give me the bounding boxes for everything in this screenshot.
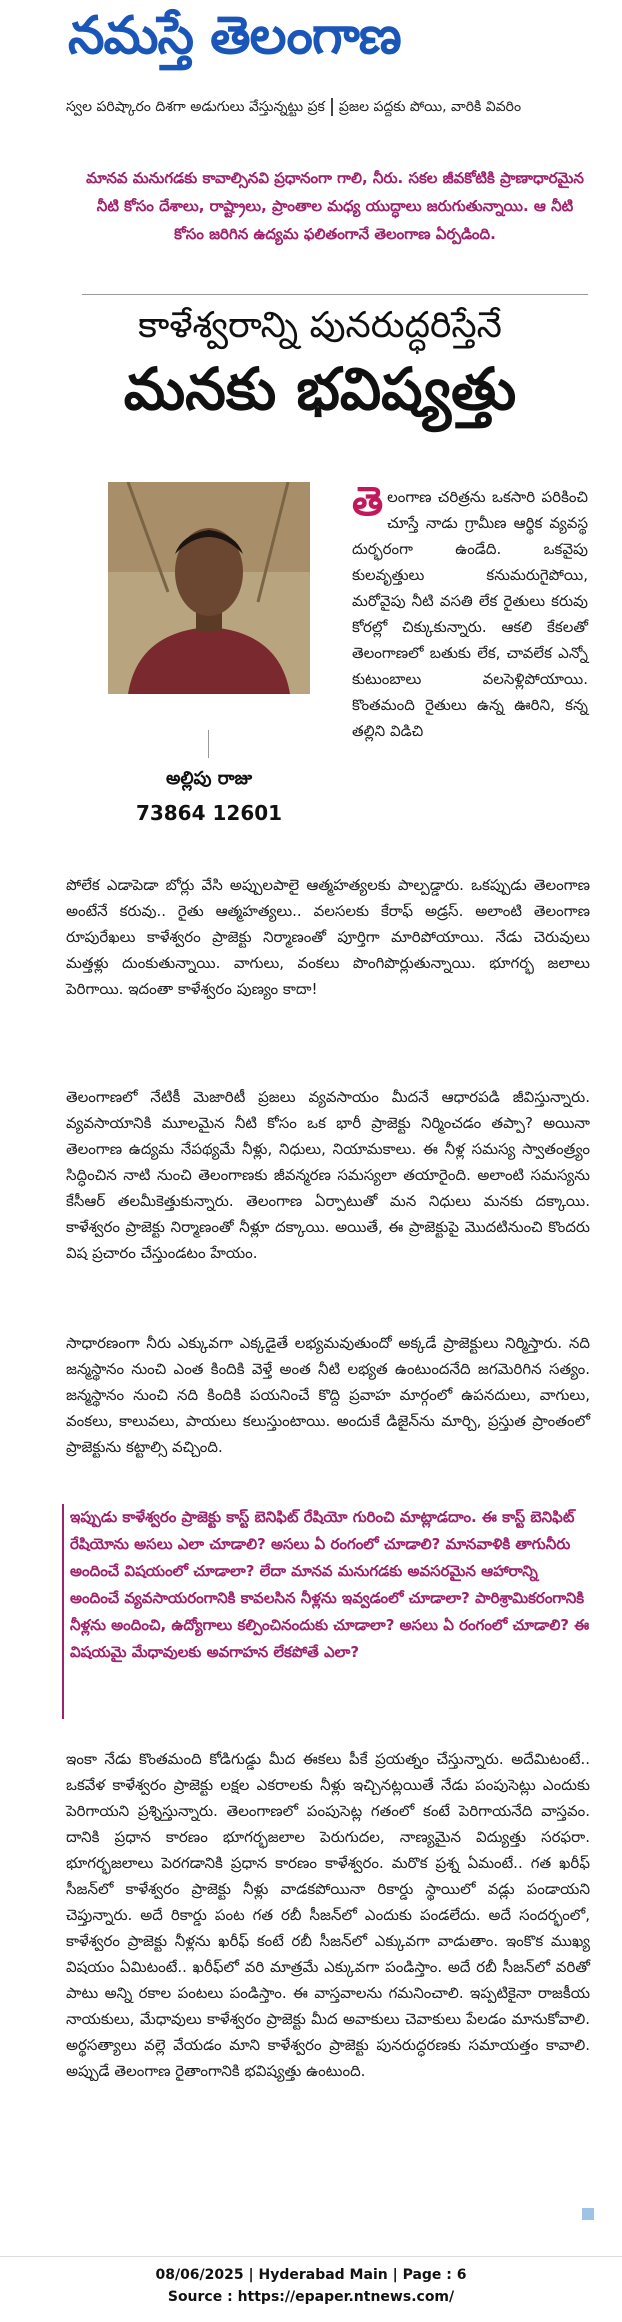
footer-source[interactable]: Source : https://epaper.ntnews.com/ (167, 2289, 455, 2305)
pullquote-rule (62, 1504, 64, 1719)
footer-edition-info: 08/06/2025 | Hyderabad Main | Page : 6 (155, 2267, 467, 2283)
headline-line-1: కాళేశ్వరాన్ని పునరుద్ధరిస్తేనే (138, 305, 502, 346)
author-name: అల్లిపు రాజు (165, 768, 253, 789)
article-paragraph-1: లంగాణ చరిత్రను ఒకసారి పరికించి చూస్తే నాడు గ్రామీణ ఆర్థిక వ్యవస్థ దుర్భరంగా ఉండేది. ఒకవైపు కులవృత్తులు కనుమరుగైపోయి, మరోవైపు నీటి వసతి లేక రైతులు కరువు కోరల్లో చిక్కుకున్నారు. ఆకలి కేకలతో తెలంగాణలో బతుకు లేక, చావలేక ఎన్నో కుటుంబాలు వలసెళ్లిపోయాయి. కొంతమంది రైతులు ఉన్న ఊరిని, కన్న తల్లిని విడిచి (352, 488, 588, 740)
pullquote: ఇప్పుడు కాళేశ్వరం ప్రాజెక్టు కాస్ట్ బెనిఫిట్ రేషియో గురించి మాట్లాడదాం. ఈ కాస్ట్ బెనిఫిట్ రేషియోను అసలు ఎలా చూడాలి? అసలు ఏ రంగంలో చూడాలి? మానవాళికి తాగునీరు అందించే విషయంలో చూడాలా? లేదా మానవ మనుగడకు అవసరమైన ఆహారాన్ని అందించే వ్యవసాయరంగానికి కావలసిన నీళ్లను ఇవ్వడంలో చూడాలా? పారిశ్రామికరంగానికి నీళ్లను అందించి, ఉద్యోగాలు కల్పించినందుకు చూడాలా? అసలు ఏ రంగంలో చూడాలి? ఈ విషయమై మేధావులకు అవగాహన లేకపోతే ఎలా? (70, 1508, 590, 1661)
article-paragraph-2: తెలంగాణలో నేటికీ మెజారిటీ ప్రజలు వ్యవసాయం మీదనే ఆధారపడి జీవిస్తున్నారు. వ్యవసాయానికి మూలమైన నీటి కోసం ఒక భారీ ప్రాజెక్టు నిర్మించడం తప్పా? అయినా తెలంగాణ ఉద్యమ నేపథ్యమే నీళ్లు, నిధులు, నియామకాలు. ఈ నీళ్ల సమస్య స్వాతంత్ర్యం సిద్ధించిన నాటి నుంచి తెలంగాణకు జీవన్మరణ సమస్యలా తయారైంది. అలాంటి సమస్యను కేసీఆర్ తలమీకెత్తుకున్నారు. తెలంగాణ ఏర్పాటుతో మన నిధులు మనకు దక్కాయి. కాళేశ్వరం ప్రాజెక్టు నిర్మాణంతో నీళ్లూ దక్కాయి. అయితే, ఈ ప్రాజెక్టుపై మొదటినుంచి కొందరు విష ప్రచారం చేస్తుండటం హేయం. (66, 1088, 590, 1262)
author-phone: 73864 12601 (135, 801, 283, 825)
ticker-left: స్వల పరిష్కారం దిశగా అడుగులు వేస్తున్నట్టు ప్రక (66, 99, 325, 115)
drop-cap: తె (352, 479, 384, 525)
intro-divider (82, 294, 588, 295)
ticker-strip (66, 94, 606, 120)
headline-line-2: మనకు భవిష్యత్తు (123, 355, 517, 423)
article-column-right (352, 479, 588, 744)
ticker-separator (331, 98, 333, 116)
byline-divider (208, 730, 209, 758)
end-mark (582, 2208, 594, 2220)
intro-blurb: మానవ మనుగడకు కావాల్సినవి ప్రధానంగా గాలి, నీరు. సకల జీవకోటికి ప్రాణాధారమైన నీటి కోసం దేశాలు, రాష్ట్రాలు, ప్రాంతాల మధ్య యుద్ధాలు జరుగుతున్నాయి. ఆ నీటి కోసం జరిగిన ఉద్యమ ఫలితంగానే తెలంగాణ ఏర్పడింది. (86, 169, 584, 243)
article-paragraph-4: ఇంకా నేడు కొంతమంది కోడిగుడ్డు మీద ఈకలు పీకే ప్రయత్నం చేస్తున్నారు. అదేమిటంటే.. ఒకవేళ కాళేశ్వరం ప్రాజెక్టు లక్షల ఎకరాలకు నీళ్లు ఇచ్చినట్లయితే నేడు పంపుసెట్లు ఎందుకు పెరిగాయని ప్రశ్నిస్తున్నారు. తెలంగాణలో పంపుసెట్ల గతంలో కంటే పెరిగాయనేది వాస్తవం. దానికి ప్రధాన కారణం భూగర్భజలాల పెరుగుదల, నాణ్యమైన విద్యుత్తు సరఫరా. భూగర్భజలాలు పెరగడానికి ప్రధాన కారణం కాళేశ్వరం. మరొక ప్రశ్న ఏమంటే.. గత ఖరీఫ్ సీజన్‌లో కాళేశ్వరం ప్రాజెక్టు నీళ్లు వాడకపోయినా రికార్డు స్థాయిలో వడ్లు పండాయని చెప్తున్నారు. అదే రికార్డు పంట గత రబీ సీజన్‌లో ఎందుకు పండలేదు. అదే సందర్భంలో, కాళేశ్వరం ప్రాజెక్టు నీళ్లను ఖరీఫ్ కంటే రబీ సీజన్‌లో ఎక్కువగా వాడుతాం. ఇంకొక ముఖ్య విషయం ఏమిటంటే.. ఖరీఫ్‌లో వరి మాత్రమే ఎక్కువగా పండిస్తాం. అదే రబీ సీజన్‌లో వరితో పాటు అన్ని రకాల పంటలు పండిస్తాం. ఈ వాస్తవాలను గమనించాలి. ఇప్పటికైనా రాజకీయ నాయకులు, మేధావులు కాళేశ్వరం ప్రాజెక్టు మీద అవాకులు చెవాకులు పేలడం మానుకోవాలి. అర్థసత్యాలు వల్లె వేయడం మాని కాళేశ్వరం ప్రాజెక్టు పునరుద్ధరణకు సమాయత్తం కావాలి. అప్పుడే తెలంగాణ రైతాంగానికి భవిష్యత్తు ఉంటుంది. (66, 1750, 590, 2080)
article-paragraph-3: సాధారణంగా నీరు ఎక్కువగా ఎక్కడైతే లభ్యమవుతుందో అక్కడే ప్రాజెక్టులు నిర్మిస్తారు. నది జన్మస్థానం నుంచి ఎంత కిందికి వెళ్తే అంత నీటి లభ్యత ఉంటుందనేది జగమెరిగిన సత్యం. జన్మస్థానం నుంచి నది కిందికి పయనించే కొద్ది ప్రవాహ మార్గంలో ఉపనదులు, వాగులు, వంకలు, కాలువలు, పాయలు కలుస్తుంటాయి. అందుకే డిజైన్‌ను మార్చి, ప్రస్తుత ప్రాంతంలో ప్రాజెక్టును కట్టాల్సి వచ్చింది. (66, 1334, 590, 1456)
footer-divider (0, 2256, 622, 2257)
article-paragraph-1-cont: పోలేక ఎడాపెడా బోర్లు వేసి అప్పులపాలై ఆత్మహత్యలకు పాల్పడ్డారు. ఒకప్పుడు తెలంగాణ అంటేనే కరువు.. రైతు ఆత్మహత్యలు.. వలసలకు కేరాఫ్ అడ్రస్. అలాంటి తెలంగాణ రూపురేఖలు కాళేశ్వరం ప్రాజెక్టు నిర్మాణంతో పూర్తిగా మారిపోయాయి. నేడు చెరువులు మత్తళ్లు దుంకుతున్నాయి. వాగులు, వంకలు పొంగిపొర్లుతున్నాయి. భూగర్భ జలాలు పెరిగాయి. ఇదంతా కాళేశ్వరం పుణ్యం కాదా! (66, 876, 590, 998)
newspaper-logo: నమస్తే తెలంగాణ (68, 6, 401, 66)
ticker-right: ప్రజల పద్దకు పోయి, వారికి వివరిం (338, 99, 522, 115)
author-photo (108, 482, 310, 694)
